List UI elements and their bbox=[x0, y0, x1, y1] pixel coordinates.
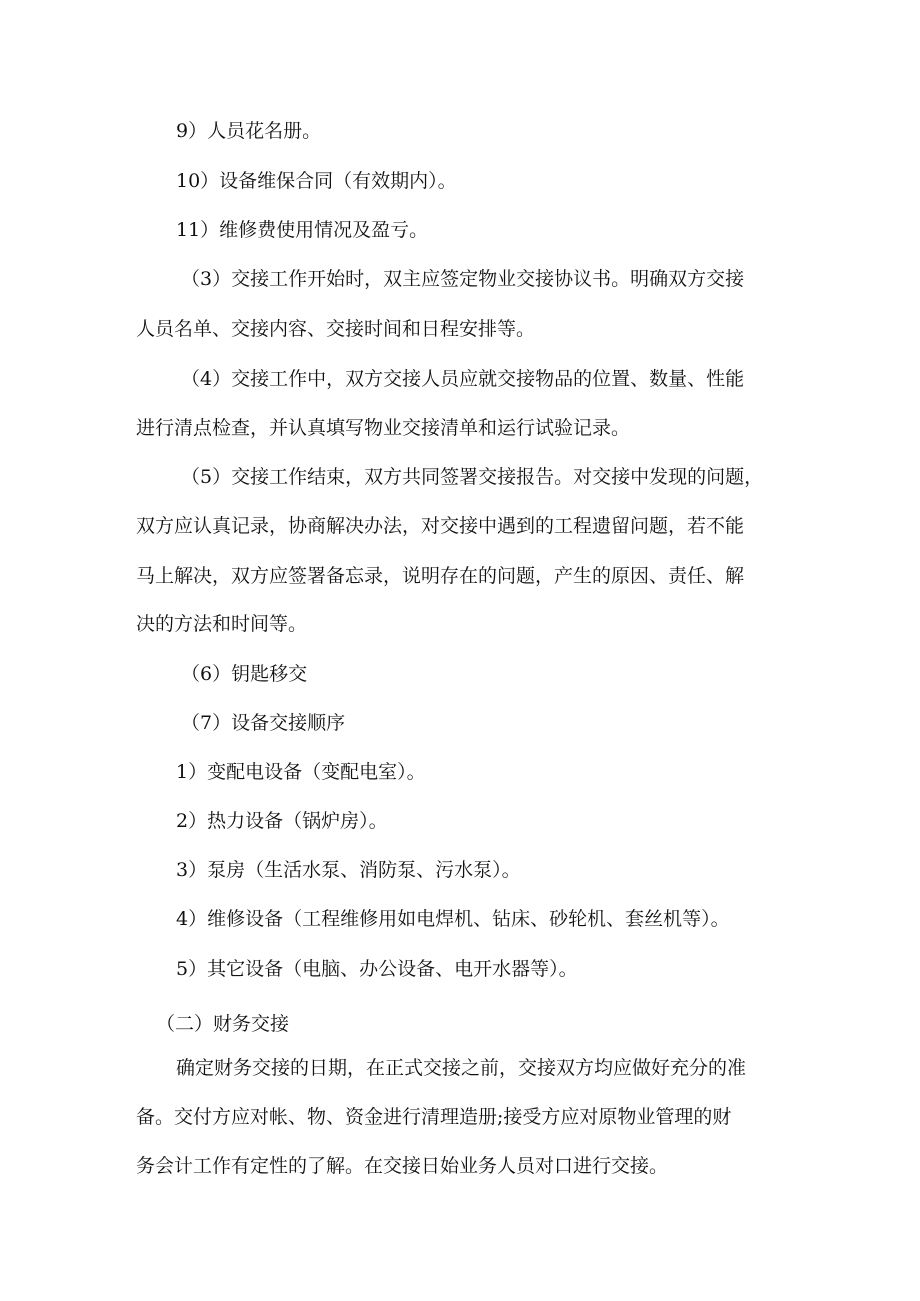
text-line: 进行清点检查，并认真填写物业交接清单和运行试验记录。 bbox=[136, 417, 631, 439]
text-line: 5）其它设备（电脑、办公设备、电开水器等）。 bbox=[176, 958, 578, 980]
text-line: （7）设备交接顺序 bbox=[181, 712, 346, 734]
text-line: 10）设备维保合同（有效期内）。 bbox=[176, 170, 457, 192]
text-line: 2）热力设备（锅炉房）。 bbox=[176, 810, 388, 832]
text-line: 备。交付方应对帐、物、资金进行清理造册;接受方应对原物业管理的财 bbox=[136, 1106, 732, 1128]
text-line: 1）变配电设备（变配电室）。 bbox=[176, 761, 426, 783]
text-line: 11）维修费使用情况及盈亏。 bbox=[176, 219, 429, 241]
text-line: 3）泵房（生活水泵、消防泵、污水泵）。 bbox=[176, 859, 521, 881]
text-line: 决的方法和时间等。 bbox=[136, 613, 308, 635]
text-line: （3）交接工作开始时，双主应签定物业交接协议书。明确双方交接 bbox=[181, 268, 745, 290]
text-line: 确定财务交接的日期，在正式交接之前，交接双方均应做好充分的准 bbox=[176, 1057, 747, 1079]
text-line: 9）人员花名册。 bbox=[176, 120, 322, 142]
text-line: 务会计工作有定性的了解。在交接日始业务人员对口进行交接。 bbox=[136, 1155, 669, 1177]
text-line: 4）维修设备（工程维修用如电焊机、钻床、砂轮机、套丝机等）。 bbox=[176, 908, 730, 930]
text-line: （5）交接工作结束，双方共同签署交接报告。对交接中发现的问题， bbox=[181, 466, 764, 488]
text-line: （6）钥匙移交 bbox=[181, 663, 308, 685]
text-line: 双方应认真记录，协商解决办法，对交接中遇到的工程遗留问题，若不能 bbox=[136, 515, 745, 537]
text-line: （4）交接工作中，双方交接人员应就交接物品的位置、数量、性能 bbox=[181, 368, 745, 390]
text-line: 马上解决，双方应签署备忘录，说明存在的问题，产生的原因、责任、解 bbox=[136, 565, 745, 587]
text-line: 人员名单、交接内容、交接时间和日程安排等。 bbox=[136, 318, 536, 340]
section-heading: （二）财务交接 bbox=[156, 1013, 290, 1035]
